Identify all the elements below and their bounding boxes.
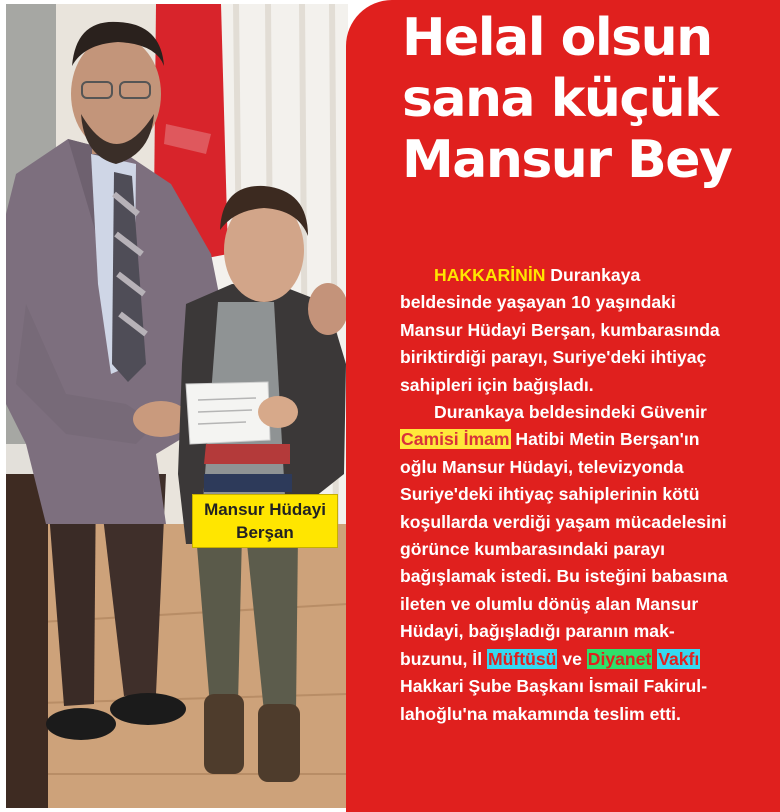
article-line: sahipleri için bağışladı. bbox=[400, 374, 594, 395]
headline bbox=[402, 8, 777, 191]
article-text: Hatibi Metin Berşan'ın bbox=[510, 429, 700, 450]
headline-line-3: Mansur Bey bbox=[402, 130, 732, 190]
caption-line-2: Berşan bbox=[236, 523, 294, 542]
highlight-cyan: Vakfı bbox=[658, 648, 700, 669]
article-line: Mansur Hüdayi Berşan, kumbarasında bbox=[400, 319, 720, 340]
article-line: beldesinde yaşayan 10 yaşındaki bbox=[400, 292, 676, 313]
caption-line-1: Mansur Hüdayi bbox=[204, 500, 326, 519]
article-line: Hüdayi, bağışladığı paranın mak- bbox=[400, 621, 675, 642]
article-line: lahoğlu'na makamında teslim etti. bbox=[400, 703, 681, 724]
highlight-yellow: Camisi İmam bbox=[401, 429, 510, 450]
article-line bbox=[400, 426, 776, 453]
article-text: ve bbox=[557, 648, 587, 669]
article-body bbox=[400, 262, 776, 728]
article-line: Hakkari Şube Başkanı İsmail Fakirul- bbox=[400, 676, 708, 697]
headline-line-1: Helal olsun bbox=[402, 8, 712, 68]
article-text: Durankaya bbox=[545, 265, 641, 285]
article-lead-word: HAKKARİNİN bbox=[434, 265, 546, 285]
article-text: buzunu, İl bbox=[400, 648, 487, 669]
article-line: koşullarda verdiği yaşam mücadelesini bbox=[400, 511, 727, 532]
photo-caption bbox=[192, 494, 338, 548]
article-line: oğlu Mansur Hüdayi, televizyonda bbox=[400, 456, 684, 477]
article-panel bbox=[346, 0, 780, 812]
article-line: ileten ve olumlu dönüş alan Mansur bbox=[400, 593, 699, 614]
article-line bbox=[400, 646, 776, 673]
headline-line-2: sana küçük bbox=[402, 69, 718, 129]
news-photo bbox=[6, 4, 348, 808]
article-line bbox=[400, 262, 776, 289]
article-line: görünce kumbarasındaki parayı bbox=[400, 539, 665, 560]
highlight-cyan: Müftüsü bbox=[487, 648, 557, 669]
highlight-green: Diyanet bbox=[587, 648, 652, 669]
article-line: bağışlamak istedi. Bu isteğini babasına bbox=[400, 566, 728, 587]
article-line: biriktirdiği parayı, Suriye'deki ihtiyaç bbox=[400, 347, 707, 368]
article-line: Suriye'deki ihtiyaç sahiplerinin kötü bbox=[400, 484, 700, 505]
photo-illustration bbox=[6, 4, 348, 808]
article-line: Durankaya beldesindeki Güvenir bbox=[434, 402, 707, 423]
